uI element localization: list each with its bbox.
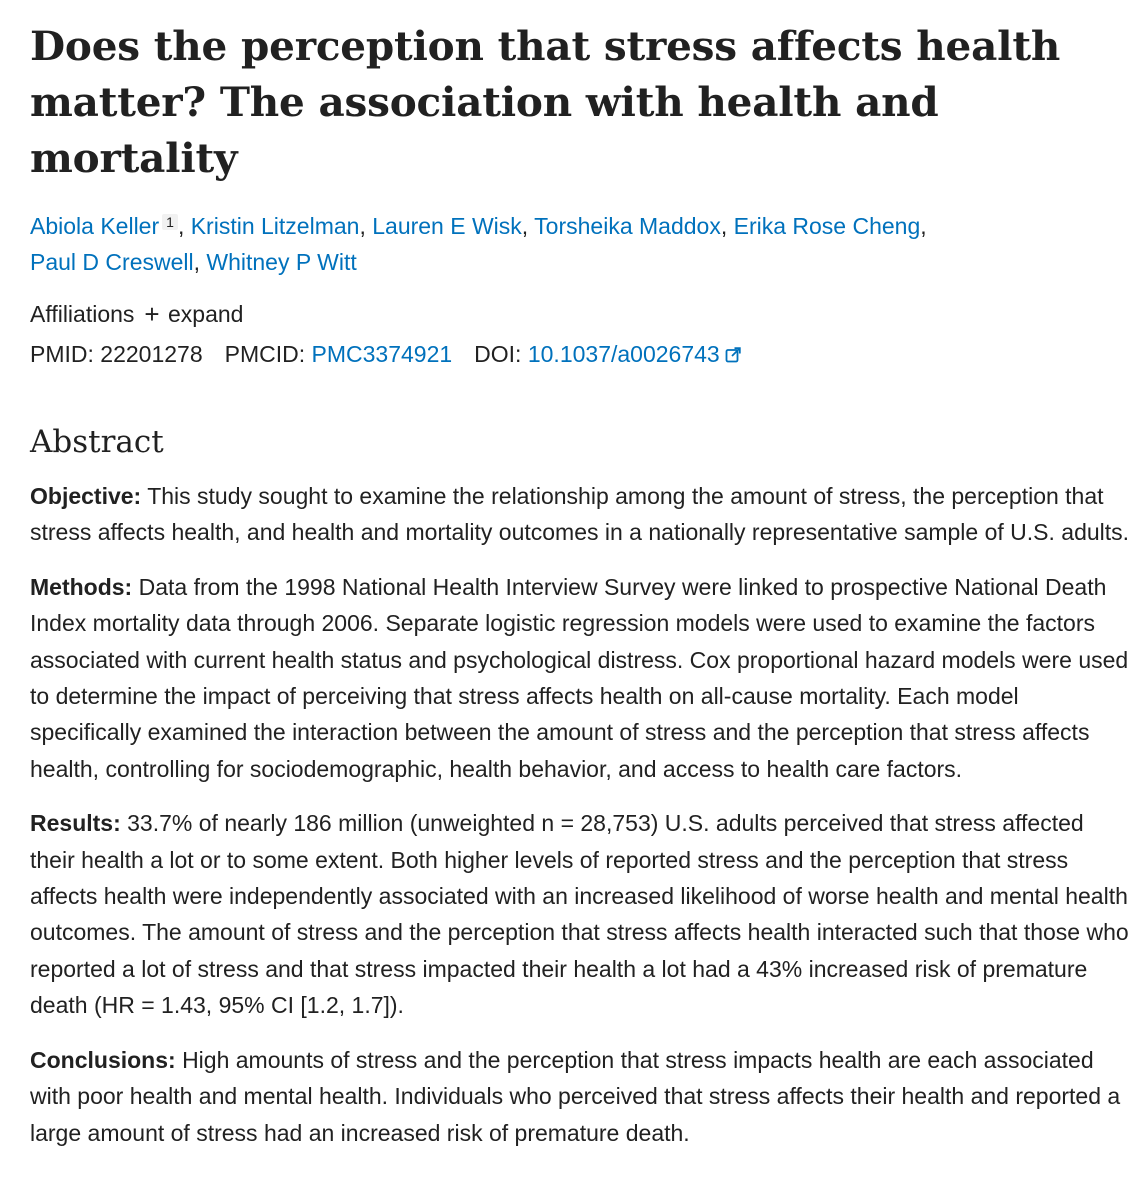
author-separator: ,: [359, 213, 373, 239]
author-separator: ,: [720, 213, 734, 239]
section-text: This study sought to examine the relationship among the amount of stress, the perception that stress affects health, and health and mortality outcomes in a nationally representative sample of U.S. adults.: [30, 483, 1130, 546]
author-separator: ,: [177, 213, 191, 239]
abstract-heading: Abstract: [30, 424, 164, 460]
author-link[interactable]: Paul D Creswell: [30, 249, 194, 275]
abstract-results: [30, 805, 1130, 1023]
doi-link[interactable]: [528, 341, 741, 367]
section-label: Objective:: [30, 483, 142, 509]
plus-icon: +: [144, 299, 160, 329]
author-separator: ,: [193, 249, 207, 275]
identifiers-row: [30, 338, 1130, 370]
affiliation-ref[interactable]: 1: [162, 214, 178, 230]
section-text: 33.7% of nearly 186 million (unweighted n = 28,753) U.S. adults perceived that stress affected their health a lot or to some extent. Both higher levels of reported stress and the perception that stress affects health were independently associated with an increased likelihood of worse health and mental health outcomes. The amount of stress and the perception that stress affects health interacted such that those who reported a lot of stress and that stress impacted their health a lot had a 43% increased risk of premature death (HR = 1.43, 95% CI [1.2, 1.7]).: [30, 810, 1129, 1019]
affiliations-expand-button[interactable]: [134, 301, 243, 327]
author-link[interactable]: Kristin Litzelman: [190, 213, 360, 239]
author-link[interactable]: Whitney P Witt: [206, 249, 357, 275]
pmcid-link[interactable]: PMC3374921: [311, 341, 453, 367]
author-separator: ,: [920, 213, 927, 239]
section-text: Data from the 1998 National Health Interview Survey were linked to prospective National Death Index mortality data through 2006. Separate logistic regression models were used to examine the factors associated with current health status and psychological distress. Cox proportional hazard models were used to determine the impact of perceiving that stress affects health on all-cause mortality. Each model specifically examined the interaction between the amount of stress and the perception that stress affects health, controlling for sociodemographic, health behavior, and access to health care factors.: [30, 573, 1129, 782]
pmid-label: PMID:: [30, 341, 94, 367]
section-text: High amounts of stress and the perception that stress impacts health are each associated with poor health and mental health. Individuals who perceived that stress affects their health and reported a large amount of stress had an increased risk of premature death.: [30, 1046, 1121, 1146]
author-list: [30, 208, 1130, 280]
affiliations-row: [30, 297, 1130, 330]
abstract-methods: [30, 569, 1130, 787]
article-title: Does the perception that stress affects health matter? The association with health and mortality: [30, 22, 1061, 182]
external-link-icon: [725, 347, 741, 363]
doi-label: DOI:: [474, 341, 522, 367]
pmcid-label: PMCID:: [224, 341, 306, 367]
section-label: Conclusions:: [30, 1046, 176, 1073]
expand-label: expand: [168, 301, 244, 327]
section-label: Results:: [30, 810, 121, 837]
article-page: [30, 18, 1130, 1151]
section-label: Methods:: [30, 573, 133, 600]
author-link[interactable]: Abiola Keller: [30, 213, 160, 239]
pmid-value: 22201278: [100, 341, 203, 367]
abstract-objective: [30, 478, 1130, 551]
affiliations-label: Affiliations: [30, 301, 135, 327]
doi-value: 10.1037/a0026743: [527, 341, 720, 367]
author-link[interactable]: Lauren E Wisk: [372, 213, 522, 239]
abstract-conclusions: [30, 1042, 1130, 1151]
author-link[interactable]: Erika Rose Cheng: [733, 213, 921, 239]
author-link[interactable]: Torsheika Maddox: [534, 213, 721, 239]
author-separator: ,: [521, 213, 535, 239]
